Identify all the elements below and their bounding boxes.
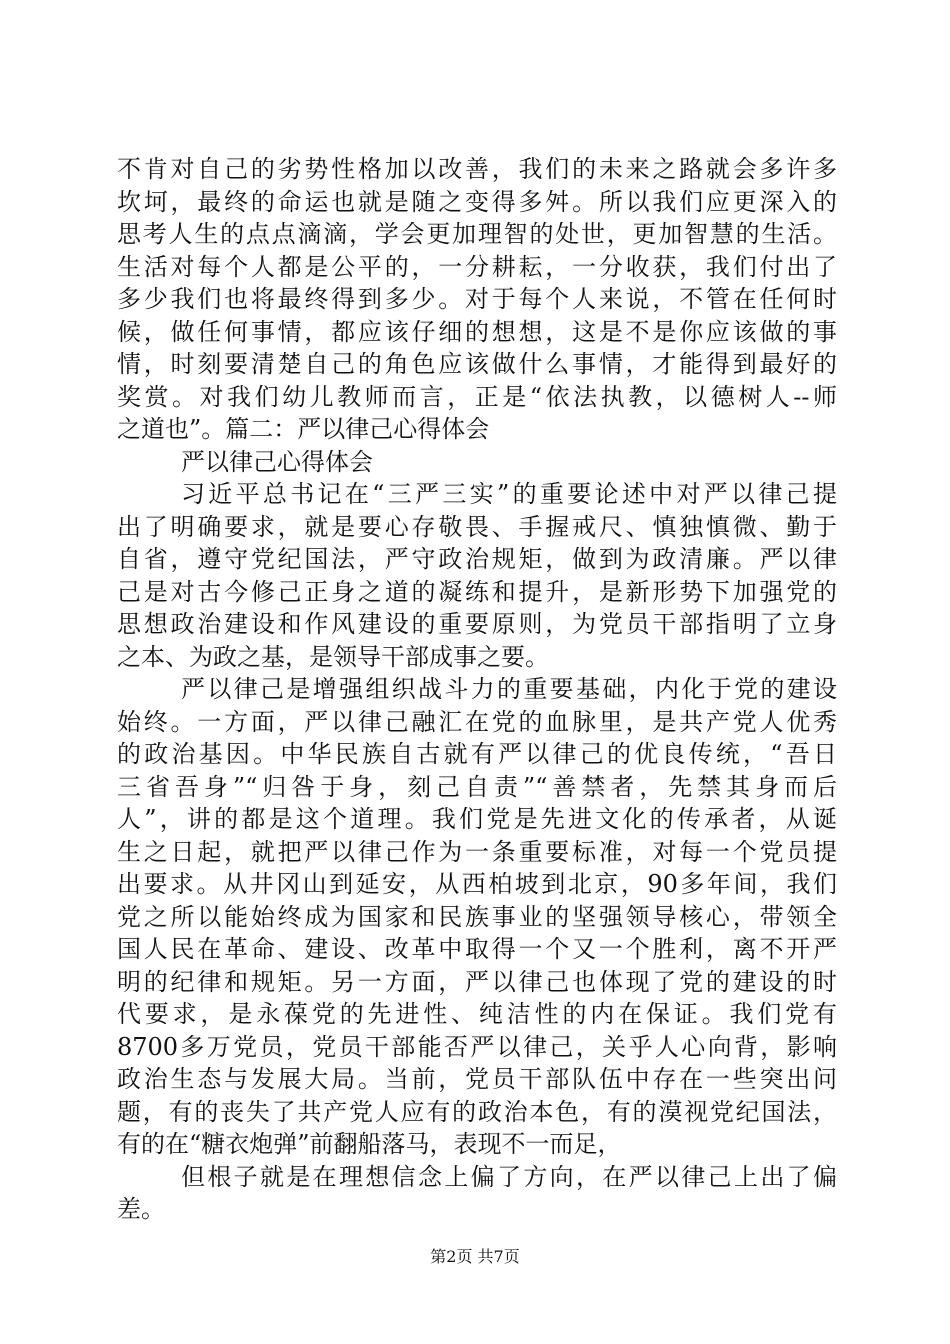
- text-line: 情，时刻要清楚自己的角色应该做什么事情，才能得到最好的: [117, 350, 837, 378]
- text-line: 明的纪律和规矩。另一方面，严以律己也体现了党的建设的时: [117, 967, 837, 996]
- text-line: 三省吾身”“归咎于身，刻己自责”“善禁者，先禁其身而后: [117, 772, 837, 801]
- text-line: 出了明确要求，就是要心存敬畏、手握戒尺、慎独慎微、勤于: [117, 512, 837, 541]
- text-line: 自省，遵守党纪国法，严守政治规矩，做到为政清廉。严以律: [117, 545, 837, 573]
- heading-line: 严以律己心得体会: [181, 447, 373, 476]
- text-line: 的政治基因。中华民族自古就有严以律己的优良传统，“吾日: [117, 740, 837, 768]
- text-line: 有的在“糖衣炮弹”前翻船落马，表现不一而足，: [117, 1130, 622, 1158]
- text-line: 国人民在革命、建设、改革中取得一个又一个胜利，离不开严: [117, 935, 837, 963]
- text-line: 坎坷，最终的命运也就是随之变得多舛。所以我们应更深入的: [117, 187, 837, 216]
- text-line: 但根子就是在理想信念上偏了方向，在严以律己上出了偏: [181, 1162, 837, 1191]
- section-heading: [117, 446, 837, 479]
- text-line: 差。: [117, 1195, 165, 1223]
- text-line: 政治生态与发展大局。当前，党员干部队伍中存在一些突出问: [117, 1065, 837, 1093]
- text-line: 生之日起，就把严以律己作为一条重要标准，对每一个党员提: [117, 837, 837, 866]
- text-line: 8700多万党员，党员干部能否严以律己，关乎人心向背，影响: [117, 1032, 837, 1061]
- text-line: 思考人生的点点滴滴，学会更加理智的处世，更加智慧的生活。: [117, 220, 837, 248]
- text-line: 多少我们也将最终得到多少。对于每个人来说，不管在任何时: [117, 285, 837, 313]
- text-line: 始终。一方面，严以律己融汇在党的血脉里，是共产党人优秀: [117, 707, 837, 736]
- text-line: 思想政治建设和作风建设的重要原则，为党员干部指明了立身: [117, 610, 837, 638]
- text-line: 候，做任何事情，都应该仔细的想想，这是不是你应该做的事: [117, 317, 837, 346]
- document-body: [117, 153, 837, 1226]
- text-line: 人”，讲的都是这个道理。我们党是先进文化的传承者，从诞: [117, 805, 837, 833]
- paragraph: [117, 478, 837, 673]
- text-line: 出要求。从井冈山到延安，从西柏坡到北京，90多年间，我们: [117, 870, 837, 898]
- text-line: 奖赏。对我们幼儿教师而言，正是“依法执教，以德树人--师: [117, 382, 837, 411]
- text-line: 生活对每个人都是公平的，一分耕耘，一分收获，我们付出了: [117, 252, 837, 281]
- page-number-footer: 第2页 共7页: [430, 1247, 520, 1266]
- text-line: 习近平总书记在“三严三实”的重要论述中对严以律己提: [181, 480, 837, 508]
- text-line: 不肯对自己的劣势性格加以改善，我们的未来之路就会多许多: [117, 155, 837, 183]
- paragraph: [117, 673, 837, 1161]
- text-line: 之本、为政之基，是领导干部成事之要。: [117, 642, 549, 671]
- text-line: 严以律己是增强组织战斗力的重要基础，内化于党的建设: [181, 675, 837, 703]
- paragraph: [117, 153, 837, 446]
- paragraph: [117, 1161, 837, 1226]
- text-line: 党之所以能始终成为国家和民族事业的坚强领导核心，带领全: [117, 902, 837, 931]
- text-line: 之道也”。篇二：严以律己心得体会: [117, 415, 490, 443]
- text-line: 己是对古今修己正身之道的凝练和提升，是新形势下加强党的: [117, 577, 837, 606]
- text-line: 代要求，是永葆党的先进性、纯洁性的内在保证。我们党有: [117, 1000, 837, 1028]
- text-line: 题，有的丧失了共产党人应有的政治本色，有的漠视党纪国法，: [117, 1097, 837, 1126]
